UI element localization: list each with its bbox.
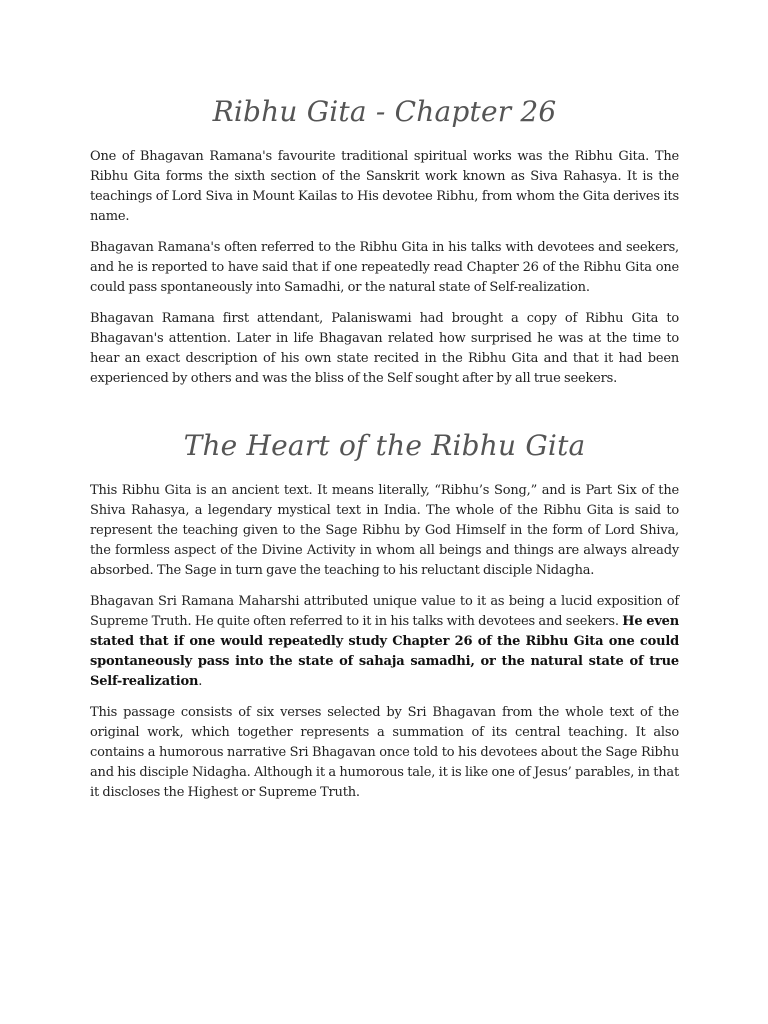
heart-paragraph-3: This passage consists of six verses selected by Sri Bhagavan from the whole text of the original work, which together represents a summation of its central teaching. It also contains a humorous narrative Sri Bhagavan once told to his devotees about the Sage Ribhu and his disciple Nidagha. Although it a humorous tale, it is like one of Jesus’ parables, in that it discloses the Highest or Supreme Truth. [90, 705, 679, 800]
document-page [90, 92, 679, 814]
chapter-title: Ribhu Gita - Chapter 26 [212, 95, 557, 128]
intro-paragraph-2: Bhagavan Ramana's often referred to the Ribhu Gita in his talks with devotees and seekers, and he is reported to have said that if one repeatedly read Chapter 26 of the Ribhu Gita one could pass spontaneously into Samadhi, or the natural state of Self-realization. [90, 240, 679, 295]
heart-paragraph-2-end: . [198, 674, 203, 689]
heart-paragraph-1: This Ribhu Gita is an ancient text. It means literally, “Ribhu’s Song,” and is Part Six of the Shiva Rahasya, a legendary mystical text in India. The whole of the Ribhu Gita is said to represent the teaching given to the Sage Ribhu by God Himself in the form of Lord Shiva, the formless aspect of the Divine Activity in whom all beings and things are always already absorbed. The Sage in turn gave the teaching to his reluctant disciple Nidagha. [90, 483, 679, 578]
intro-paragraph-3: Bhagavan Ramana first attendant, Palaniswami had brought a copy of Ribhu Gita to Bhagavan's attention. Later in life Bhagavan related how surprised he was at the time to hear an exact description of his own state recited in the Ribhu Gita and that it had been experienced by others and was the bliss of the Self sought after by all true seekers. [90, 311, 679, 386]
intro-paragraph-1: One of Bhagavan Ramana's favourite traditional spiritual works was the Ribhu Gita. The Ribhu Gita forms the sixth section of the Sanskrit work known as Siva Rahasya. It is the teachings of Lord Siva in Mount Kailas to His devotee Ribhu, from whom the Gita derives its name. [90, 149, 679, 224]
heart-paragraph-2-text: Bhagavan Sri Ramana Maharshi attributed unique value to it as being a lucid exposition of Supreme Truth. He quite often referred to it in his talks with devotees and seekers. [90, 594, 679, 629]
section-title: The Heart of the Ribhu Gita [183, 429, 586, 462]
heart-paragraph-2 [90, 592, 679, 692]
heart-paragraph-2-bold: He even stated that if one would repeatedly study Chapter 26 of the Ribhu Gita one could spontaneously pass into the state of sahaja samadhi, or the natural state of true Self-realization [90, 614, 680, 689]
